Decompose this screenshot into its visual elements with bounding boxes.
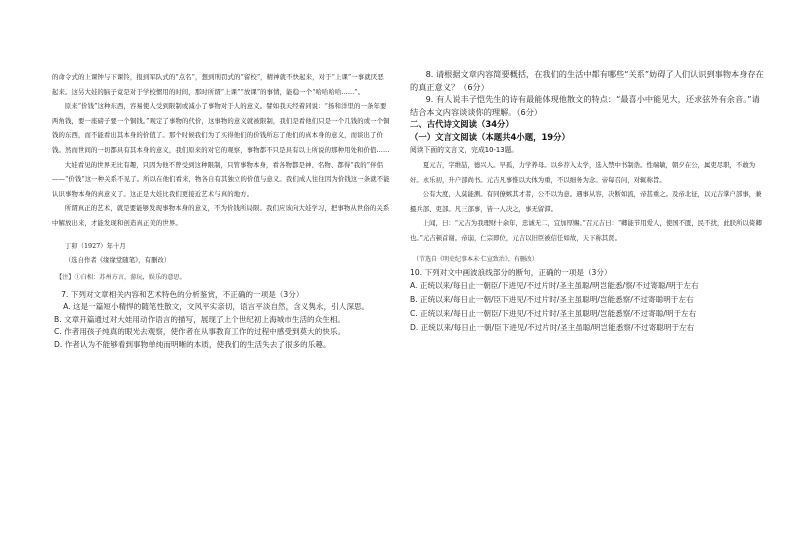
essay-passage [52, 70, 390, 231]
passage-source: （节选自《明史纪事本末·仁宣致治》，有删改） [413, 255, 538, 263]
reading-instruction: 阅读下面的文言文，完成10-13题。 [410, 145, 519, 154]
question-10-option-d[interactable]: D. 正统以来/每日止一朝/臣下进见/不过片时/圣主虽聪/明岂能悉察/不过寄聪明于左右 [410, 322, 695, 332]
subsection-heading: （一）文言文阅读（本题共4小题，19分） [410, 132, 570, 143]
question-8: 8. 请根据文章内容简要概括，在我们的生活中都有哪些“关系”妨碍了人们认识到事物本身存在的真正意义？（6分） [410, 69, 764, 92]
classical-paragraph: 公有大度，人莫能测。有同僚嫉其才者，公不以为意。遇事从容，决断如流，帝甚重之。及帝北征，以元吉掌户部事，兼摄兵部、吏部。凡三部事，皆一人决之，事无留滞。 [410, 190, 762, 213]
left-column [52, 70, 390, 351]
essay-paragraph: 大娃看见的世界无比有趣，只因为他不曾受到这种限制，只管事物本身，看各物都是神、名物、都得“我的”伴侣——“价钱”这一种关系不见了。所以在他们看来，物各自有其独立的价值与意义。我们成人往往因为价钱这一条就不能认识事物本身的真意义了。这正是大娃比我们更接近艺术与真的地方。 [52, 160, 390, 198]
right-column [410, 68, 766, 335]
question-10-option-b[interactable]: B. 正统以来/每日止一朝/臣下进见/不过片时/圣主虽聪明/岂能悉察/不过寄聪明于左右 [410, 295, 694, 305]
essay-paragraph: 所谓真正的艺术，就是要能够发现事物本身的意义，不为价钱所局限。我们应该向大娃学习，把事物从世俗的关系中解放出来，才能发现和创造真正美的世界。 [52, 204, 390, 227]
essay-source: （选自作者《缘缘堂随笔》，有删改） [64, 255, 171, 264]
question-10-option-a[interactable]: A. 正统以来/每日止一朝臣/下进见/不过片时/圣主虽聪/明岂能悉/察/不过寄聪/明于左右 [410, 281, 699, 291]
essay-date: 丁卯（1927）年十月 [64, 241, 126, 250]
question-7-option-c[interactable]: C. 作者用孩子纯真的眼光去观察，使作者在从事教育工作的过程中感受到莫大的快乐。 [54, 327, 346, 337]
question-10-option-c[interactable]: C. 正统以来/每日止一朝臣/下进见/不过片时/圣主虽聪明/岂能悉察/不过寄聪/明于左右 [410, 308, 697, 318]
classical-paragraph: 夏元吉，字维喆，德兴人。早孤，力学养母。以乡荐入太学，选入禁中书制诰。性端敏，朝夕在公，属吏尽职，不敢为奸。永乐初，升户部尚书。元吉凡事惟以大体为重，不以细务为念。帝每召问，对辄称旨。 [410, 160, 756, 184]
question-9: 9. 有人说丰子恺先生的诗有最能体现他散文的特点：“最喜小中能见大，还求弦外有余音。”请结合本文内容谈谈你的理解。（6分） [410, 94, 760, 117]
question-7-option-d[interactable]: D. 作者认为不能够看到事物单纯而明晰的本质，使我们的生活失去了很多的乐趣。 [54, 339, 331, 349]
section-heading: 二、古代诗文阅读（34分） [410, 119, 514, 130]
essay-paragraph: 原来“价钱”这种东西，容易使人受到限制或减小了事物对于人的意义。譬如我天经着同说：“扬和洋里的一条年要两角钱，要一座磅子要一个铜钱。”观定了事物的代价，这事物的意义就被限制，我们是看他们只是一个几钱的或一个铜钱的东西，而不能看出其本身的价值了。那个时候我们为了买得他们的价钱所忘了他们的真本身的意义，而谈出了价钱。然而世间的一切都具有其本身的意义，我们原来的对它的观察，事物都不只是具有以上所说的那种用处和价值…… [52, 102, 390, 154]
question-7-stem: 7. 下列对文章相关内容和艺术特色的分析鉴赏，不正确的一项是（3分） [61, 289, 304, 299]
question-10-stem: 10. 下列对文中画波浪线部分的断句，正确的一项是（3分） [410, 267, 612, 277]
footnote: 【注】①白相：苏州方言，游玩，娱乐的意思。 [56, 273, 186, 281]
essay-paragraph: 的命令式的上课钟与下课铃，报到军队式的“点名”，想到刑罚式的“留校”，精神就不快起来，对于“上课”一事就厌恶起来。这另大娃的脑子竟是对于学校惯用的时间，那时所谓“上课”“放课”的事情，能稳一个“哈哈哈哈……”。 [52, 73, 384, 96]
question-7-option-a[interactable]: A. 这是一篇短小精悍的随笔性散文，文风平实亲切，语言平淡自然，含义隽永，引人深思。 [63, 302, 370, 312]
classical-paragraph: 上闻，曰：“元吉为我理财十余年，忠诚无二，宜加厚赐。”召元吉曰：“卿能节用爱人，使国不匮，民不扰，此朕所以倚卿也。”元吉顿首谢。帝崩，仁宗即位，元吉以旧臣被信任如故，天下称其贤。 [410, 219, 762, 242]
question-7-option-b[interactable]: B. 文章开篇通过对大娃用动作语言的描写，展现了上个世纪初上海城市生活的众生相。 [54, 314, 346, 324]
classical-passage [410, 158, 766, 246]
